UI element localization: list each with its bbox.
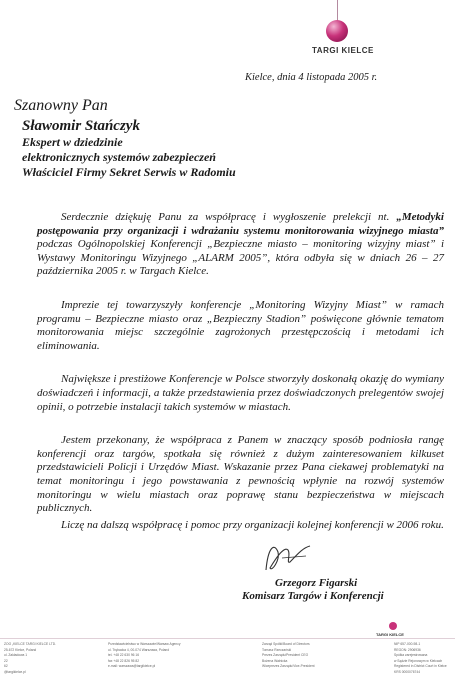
footer-line: REGON: 2906936 (394, 647, 421, 652)
footer-line: Tomasz Rzeczański (262, 647, 292, 652)
footer-logo-text: TARGI KIELCE (376, 632, 404, 637)
paragraph-3: Największe i prestiżowe Konferencje w Polsce stworzyły doskonałą okazję do wymiany doświadczeń i informacji, a także przedstawienia przez doświadczonych prelegentów swojej opinii, o potrzebie instalacji takich systemów w miastach. (37, 373, 444, 413)
footer-line: Bożena Walnicka (262, 658, 288, 663)
paragraph-1-start: Serdecznie dziękuję Panu za współpracę i wygłoszenie prelekcji nt. (61, 211, 397, 223)
paragraph-1 (37, 211, 444, 279)
recipient-name: Sławomir Stańczyk (22, 118, 140, 134)
signatory-name: Grzegorz Figarski (275, 577, 358, 589)
signatory-title: Komisarz Targów i Konferencji (242, 590, 384, 602)
logo-text: TARGI KIELCE (312, 46, 374, 55)
footer-line: NIP 657-000-98-1 (394, 642, 421, 646)
footer-line: Przedstawicielstwo w Warszawie/Warsaw Agency (108, 642, 181, 646)
targi-kielce-logo-icon (326, 20, 348, 42)
footer-logo-icon (389, 622, 397, 630)
footer-line: e-mail: warszawa@targikielce.pl (108, 664, 156, 669)
footer-line: 62 (4, 664, 8, 669)
footer-line: ul. Trębacka 4, 00-074 Warszawa, Poland (108, 647, 170, 652)
recipient-block (14, 96, 434, 180)
footer-line: Wiceprezes Zarządu/Vice-President (262, 664, 315, 669)
footer-line: ZOO „KIELCE TARGI KIELCE LTD. (4, 642, 57, 646)
footer-line: tel. +48 22 630 96 16 (108, 653, 140, 658)
recipient-line-1: Ekspert w dziedzinie (22, 135, 123, 149)
footer-board (262, 642, 315, 670)
paragraph-2: Imprezie tej towarzyszyły konferencje „Monitoring Wizyjny Miast” w ramach programu – Bezpieczne miasto oraz „Bezpieczny Stadion” poświęcone głównie tematom monitorowania miejsc szczególnie zagrożonych przestępczością i metodami ich eliminowania. (37, 298, 444, 352)
paragraph-1-end: podczas Ogólnopolskiej Konferencji „Bezpieczne miasto – monitoring wizyjny miast” i Wystawy Monitoringu Wizyjnego „ALARM 2005”, która odbyła się w dniach 26 – 27 października 2005 r. w Targach Kielce. (37, 238, 444, 278)
footer-line: Zarząd Spółki/Board of Directors (262, 642, 310, 646)
footer-company-info (4, 642, 56, 676)
footer-divider (0, 638, 455, 639)
footer-line: Prezes Zarządu/President CEO (262, 653, 309, 658)
footer-line: @targikielce.pl (4, 669, 26, 674)
recipient-line-2: elektronicznych systemów zabezpieczeń (22, 150, 216, 164)
lecture-title: „Metodyki postępowania przy organizacji i wdrażaniu systemu monitorowania wizyjnego miasta” (37, 211, 444, 237)
salutation: Szanowny Pan (14, 97, 108, 114)
handwritten-signature (258, 538, 318, 578)
footer-line: KRS 0000076744 (394, 669, 421, 674)
footer-line: Spółka zarejestrowana (394, 653, 428, 658)
dateline: Kielce, dnia 4 listopada 2005 r. (245, 72, 378, 83)
paragraph-4: Jestem przekonany, że współpraca z Panem w znaczący sposób podniosła rangę konferencji oraz targów, spotkała się również z dużym zainteresowaniem kilkuset przedstawicieli Policji i Urzędów Miast. Wskazanie przez Pana ciekawej problematyki na temat monitoringu i jego powstawania z pewnością wpłynie na rozwój systemów monitoringu w wielu miastach oraz poprawę stanu bezpieczeństwa w miejscach publicznych. (37, 434, 444, 515)
footer-line: w Sądzie Rejonowym w Kielcach (394, 658, 443, 663)
recipient-line-3: Właściciel Firmy Sekret Serwis w Radomiu (22, 165, 236, 179)
footer-line: 25-672 Kielce, Poland (4, 647, 37, 652)
footer-warsaw-agency (108, 642, 181, 670)
footer-registration (394, 642, 447, 676)
footer-line: ul. Zakładowa 1 (4, 653, 28, 658)
footer-line: 22 (4, 658, 8, 663)
letter-body (37, 211, 444, 552)
paragraph-5: Liczę na dalszą współpracę i pomoc przy organizacji kolejnej konferencji w 2006 roku. (61, 518, 444, 531)
footer-line: Registered in District Court in Kielce (394, 664, 447, 669)
footer-line: fax +48 22 826 95 82 (108, 658, 140, 663)
